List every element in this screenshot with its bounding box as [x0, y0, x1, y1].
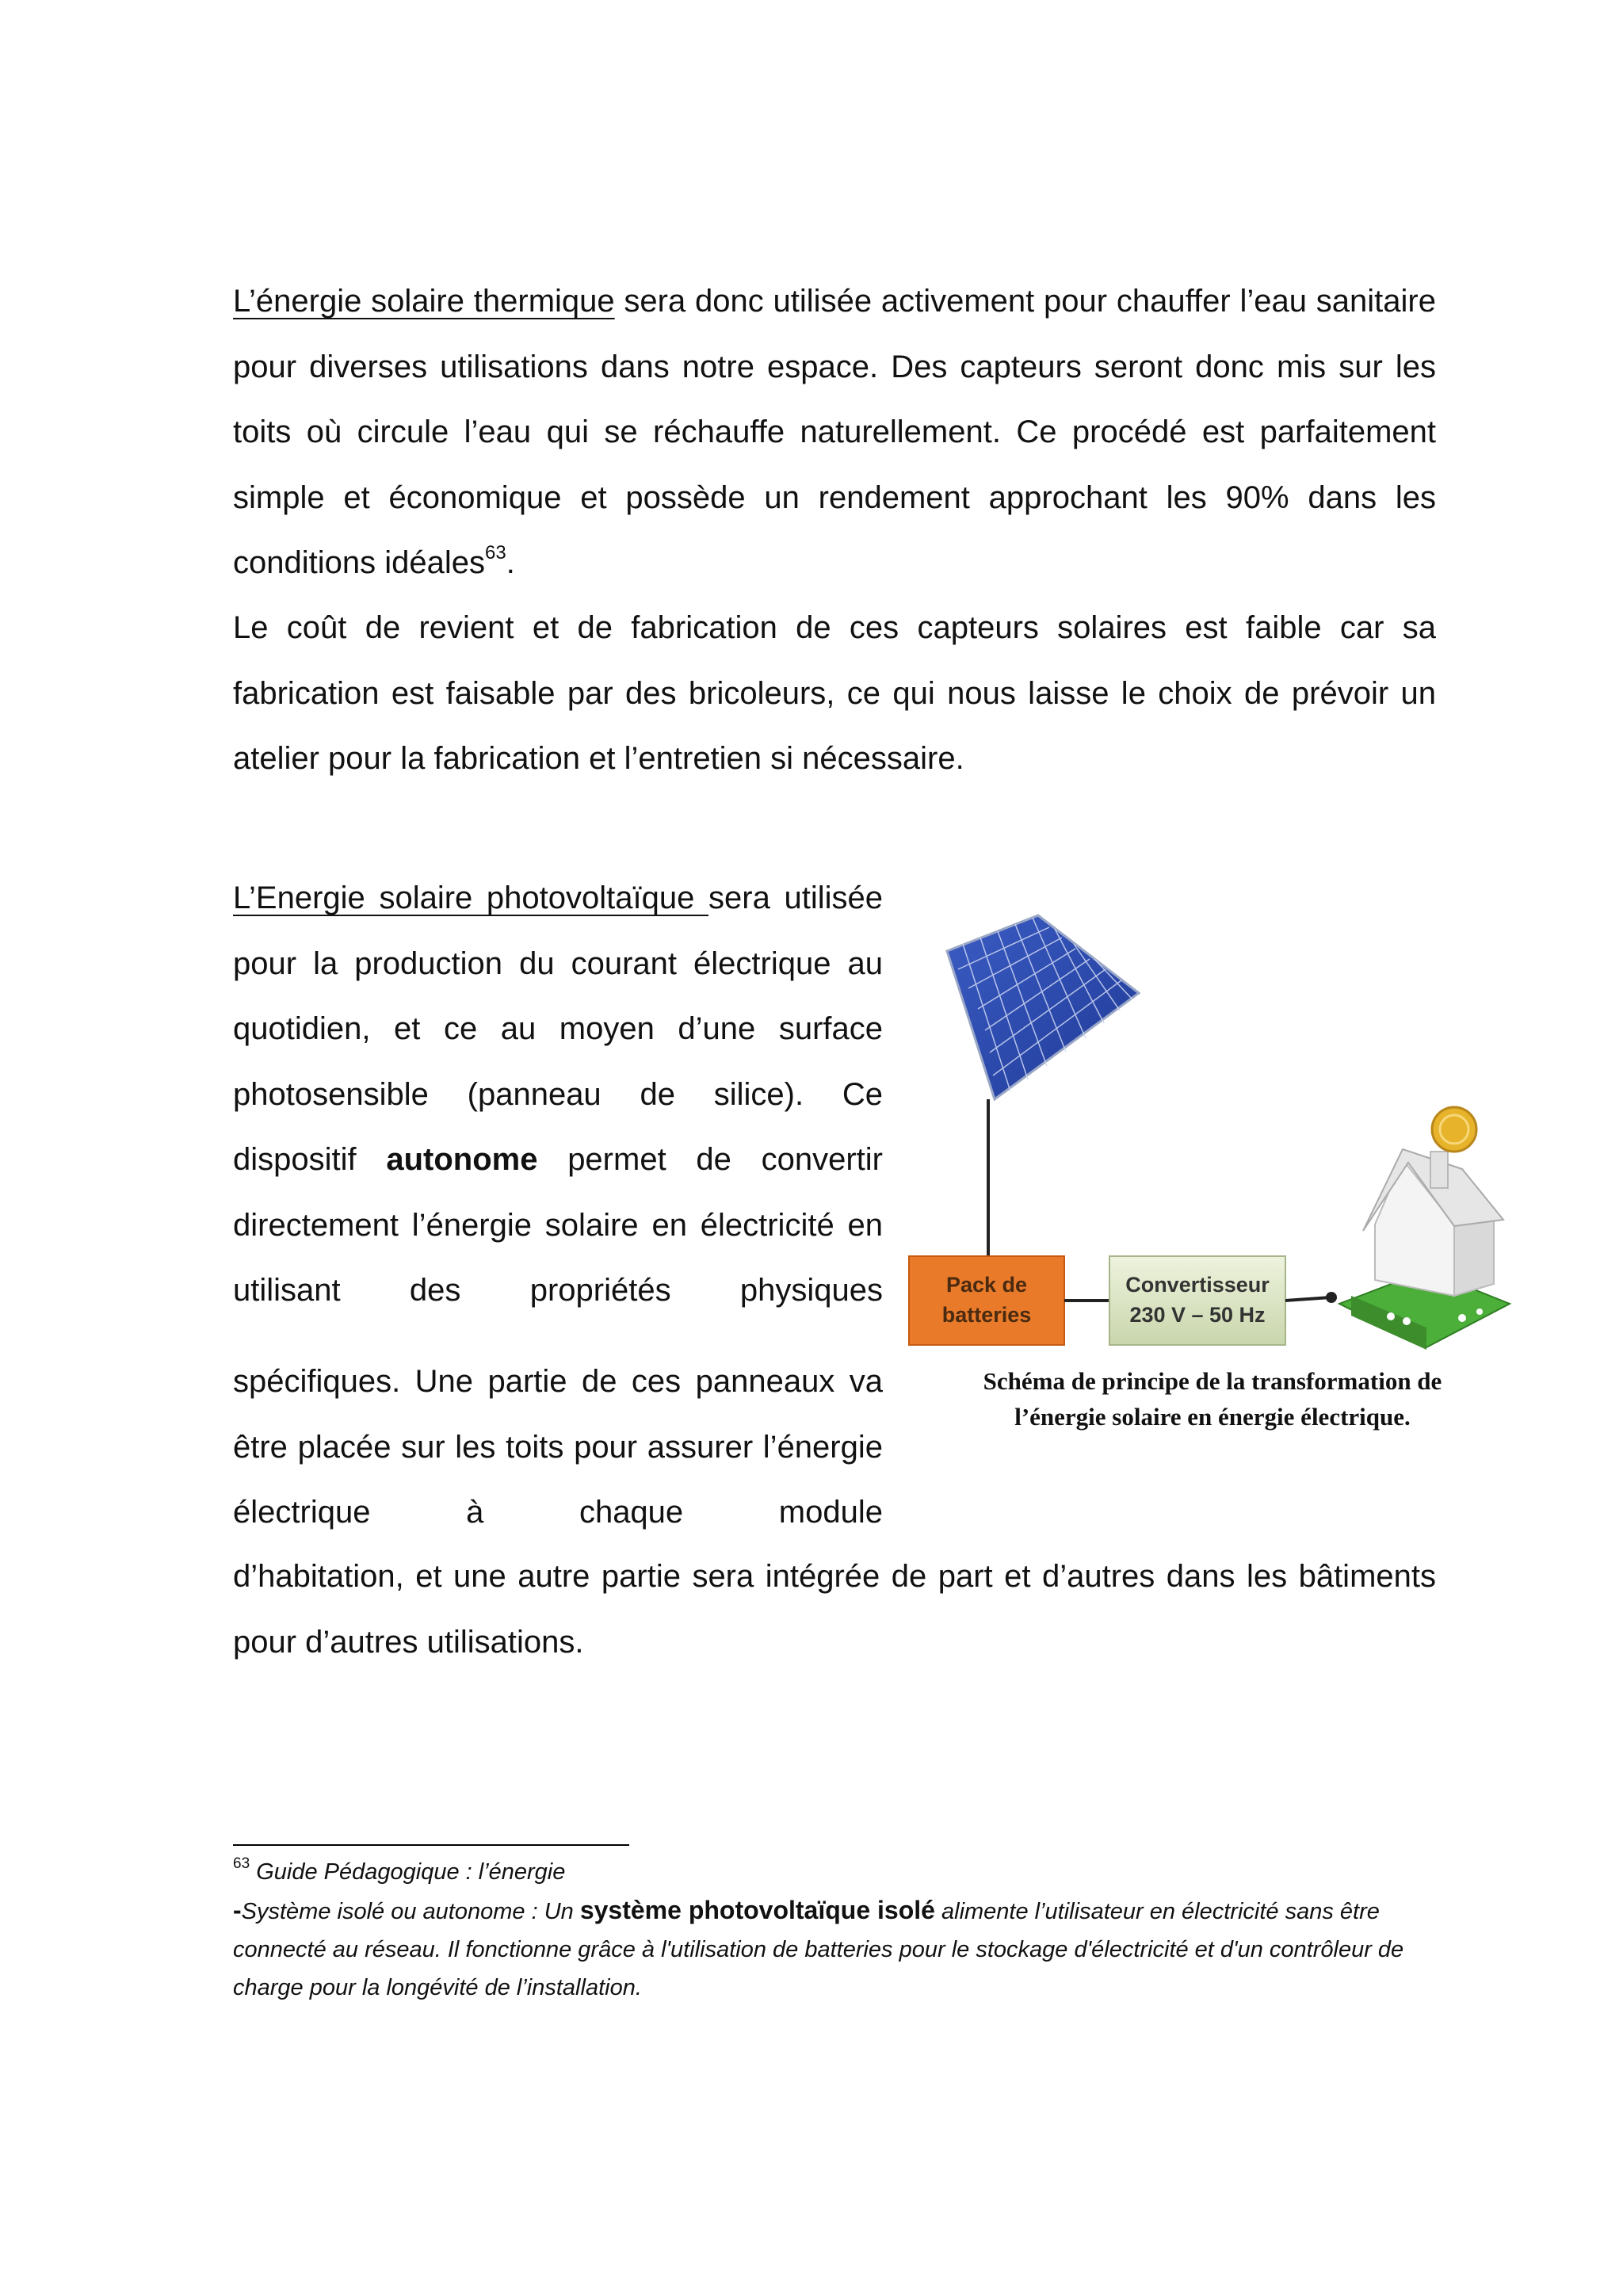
solar-diagram	[907, 884, 1518, 1359]
converter-box	[1109, 1256, 1285, 1345]
paragraph-photovoltaic-end: d’habitation, et une autre partie sera intégrée de part et d’autres dans les bâtiments pour d’autres utilisations.	[233, 1559, 1436, 1660]
paragraph-cost: Le coût de revient et de fabrication de ces capteurs solaires est faible car sa fabrication est faisable par des bricoleurs, ce qui nous laisse le choix de prévoir un atelier pour la fabrication et l’entretien si nécessaire.	[233, 610, 1436, 776]
battery-label-line2: batteries	[941, 1303, 1032, 1327]
converter-label-line1: Convertisseur	[1125, 1273, 1270, 1297]
bold-term-autonome: autonome	[386, 1142, 538, 1177]
footnote-separator	[233, 1844, 629, 1846]
solar-panel-icon	[947, 915, 1139, 1099]
sentence-end: .	[506, 545, 515, 580]
converter-label-line2: 230 V – 50 Hz	[1129, 1303, 1266, 1327]
footnote-number: 63	[233, 1855, 250, 1872]
solar-system-figure	[907, 884, 1518, 1359]
battery-label-line1: Pack de	[945, 1273, 1028, 1297]
footnote-dash: -	[233, 1896, 242, 1924]
house-piggybank-icon	[1339, 1107, 1510, 1350]
underlined-term-photovoltaic: L’Energie solaire photovoltaïque	[233, 881, 709, 915]
footnote-reference: 63	[485, 542, 506, 563]
caption-line1: Schéma de principe de la transformation de	[983, 1367, 1442, 1395]
caption-line2: l’énergie solaire en énergie électrique.	[1014, 1403, 1411, 1431]
footnote-text: alimente l’utilisateur en électricité sans être connecté au réseau. Il fonctionne grâce à l'utilisation de batteries pour le stockage d'électricité et d'un contrôleur de charge pour la longévité de l’installation.	[233, 1899, 1404, 2000]
paragraph-text: permet de convertir directement l’énergie solaire en électricité en utilisant des propriétés physiques	[233, 1142, 883, 1308]
connection-dot	[1326, 1292, 1337, 1303]
paragraph-text: sera donc utilisée activement pour chauffer l’eau sanitaire pour diverses utilisations dans notre espace. Des capteurs seront donc mis sur les toits où circule l’eau qui se réchauffe naturellement. Ce procédé est parfaitement simple et économique et possède un rendement approchant les 90% dans les conditions idéales	[233, 284, 1436, 580]
paragraph-photovoltaic	[233, 865, 883, 1324]
battery-pack-box	[909, 1256, 1064, 1345]
footnote-source-line	[233, 1853, 1438, 1891]
paragraph-text: sera utilisée pour la production du courant électrique au quotidien, et ce au moyen d’une surface photosensible (panneau de silice). Ce dispositif	[233, 881, 883, 1177]
paragraph-solar-thermal	[233, 269, 1436, 596]
bold-term-isolated-system: système photovoltaïque isolé	[579, 1896, 935, 1924]
footnote-definition	[233, 1891, 1438, 2007]
underlined-term-solar-thermal: L’énergie solaire thermique	[233, 284, 615, 319]
figure-caption	[907, 1363, 1518, 1435]
footnote-source: Guide Pédagogique : l’énergie	[250, 1859, 566, 1885]
footnote	[233, 1853, 1438, 2007]
wire-converter-house	[1285, 1297, 1331, 1301]
footnote-text: Système isolé ou autonome : Un	[241, 1899, 580, 1924]
paragraph-photovoltaic-continued: spécifiques. Une partie de ces panneaux va être placée sur les toits pour assurer l’énergie électrique à chaque module	[233, 1364, 883, 1530]
